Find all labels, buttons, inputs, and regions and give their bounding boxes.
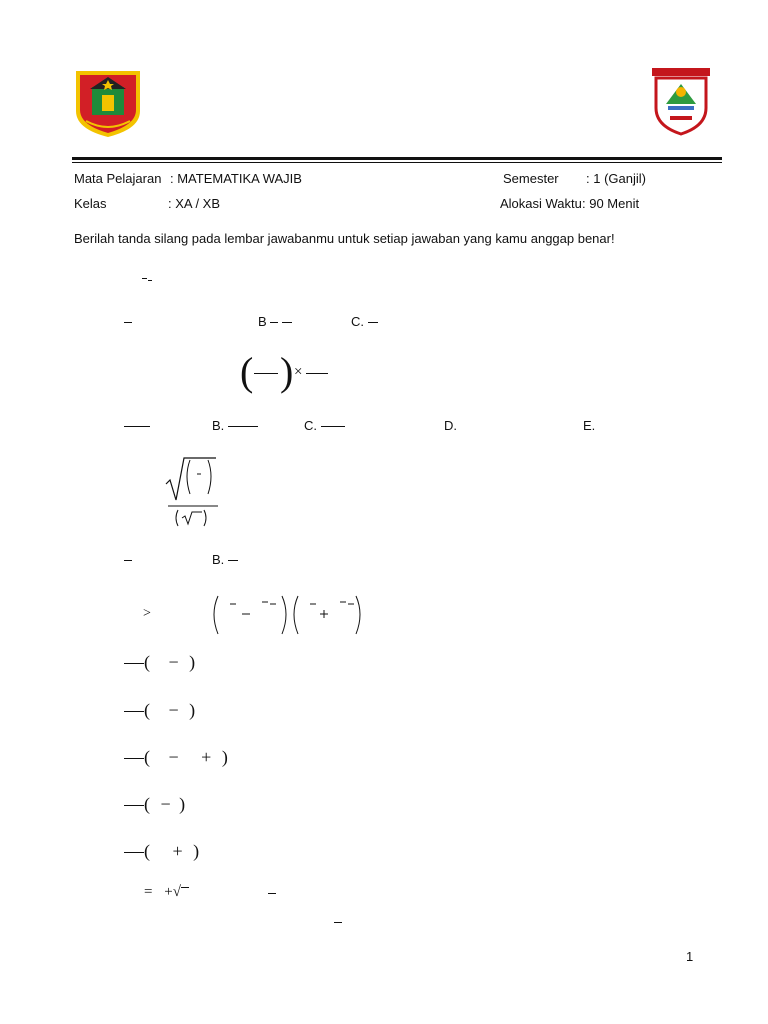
q1-option-c (351, 314, 378, 329)
q5-expression (144, 884, 189, 901)
semester-value: : 1 (Ganjil) (586, 171, 646, 186)
q3-option-b (212, 552, 238, 567)
q5-plus: + (164, 884, 173, 900)
q3-option-b-label: B. (212, 552, 225, 567)
page-number: 1 (686, 949, 694, 964)
q2-right-paren: ) (280, 349, 294, 394)
q2-option-e: E. (583, 418, 596, 433)
q4-option-c-minus: − (168, 747, 179, 767)
q5-sqrt: √ (172, 884, 181, 900)
q1-option-c-label: C. (351, 314, 364, 329)
q4-option-d-minus: − (160, 794, 171, 814)
q5-fragment-dash-2 (334, 914, 342, 929)
q4-option-e-plus: + (172, 841, 183, 861)
q4-option-c-lparen: ( (144, 747, 150, 767)
q4-option-b (124, 700, 195, 721)
q4-option-c-plus: + (201, 747, 212, 767)
q3-radical-fraction (164, 452, 224, 532)
q4-option-b-lparen: ( (144, 700, 150, 720)
q4-option-e-rparen: ) (193, 841, 200, 861)
q2-fraction-bar-2 (306, 373, 328, 374)
q2-option-a (124, 418, 150, 433)
time-value: : 90 Menit (582, 196, 640, 211)
school-crest-logo (650, 66, 712, 138)
q4-option-e (124, 841, 199, 862)
q4-option-e-lparen: ( (144, 841, 150, 861)
time-label: Alokasi Waktu (500, 196, 582, 211)
q4-option-d (124, 794, 185, 815)
q4-greater-than: > (143, 606, 151, 621)
q3-option-a (124, 552, 132, 567)
q4-option-b-minus: − (168, 700, 179, 720)
q4-option-a-minus: − (168, 652, 179, 672)
q4-option-a (124, 652, 195, 673)
q2-left-paren: ( (240, 349, 254, 394)
q4-option-d-lparen: ( (144, 794, 150, 814)
q1-option-b (258, 314, 292, 329)
q4-option-a-lparen: ( (144, 652, 150, 672)
q1-option-a (124, 314, 132, 329)
q2-option-c (304, 418, 345, 433)
q4-option-c-rparen: ) (221, 747, 228, 767)
q5-fragment-dash-1 (268, 885, 276, 900)
q2-fraction-bar-1 (254, 373, 278, 374)
q4-option-a-rparen: ) (189, 652, 196, 672)
subject-label: Mata Pelajaran (74, 171, 162, 186)
class-label: Kelas (74, 196, 107, 211)
regency-emblem-logo (72, 67, 144, 139)
q5-equals: = (144, 884, 153, 900)
q4-option-b-rparen: ) (189, 700, 196, 720)
q2-option-c-label: C. (304, 418, 317, 433)
q1-stem-fragment (142, 270, 152, 285)
q1-option-b-label: B (258, 314, 267, 329)
semester-label: Semester (503, 171, 559, 186)
q4-expression (206, 592, 366, 640)
q2-times-sign: × (294, 364, 303, 380)
q4-option-c (124, 747, 228, 768)
q4-option-d-rparen: ) (179, 794, 186, 814)
instruction-text: Berilah tanda silang pada lembar jawabanmu untuk setiap jawaban yang kamu anggap benar! (74, 231, 615, 246)
header-rule-thin (72, 162, 722, 163)
class-value: : XA / XB (168, 196, 221, 211)
q2-option-d: D. (444, 418, 457, 433)
subject-value: : MATEMATIKA WAJIB (170, 171, 302, 186)
q2-option-b (212, 418, 258, 433)
q2-option-b-label: B. (212, 418, 225, 433)
header-rule-thick (72, 157, 722, 160)
